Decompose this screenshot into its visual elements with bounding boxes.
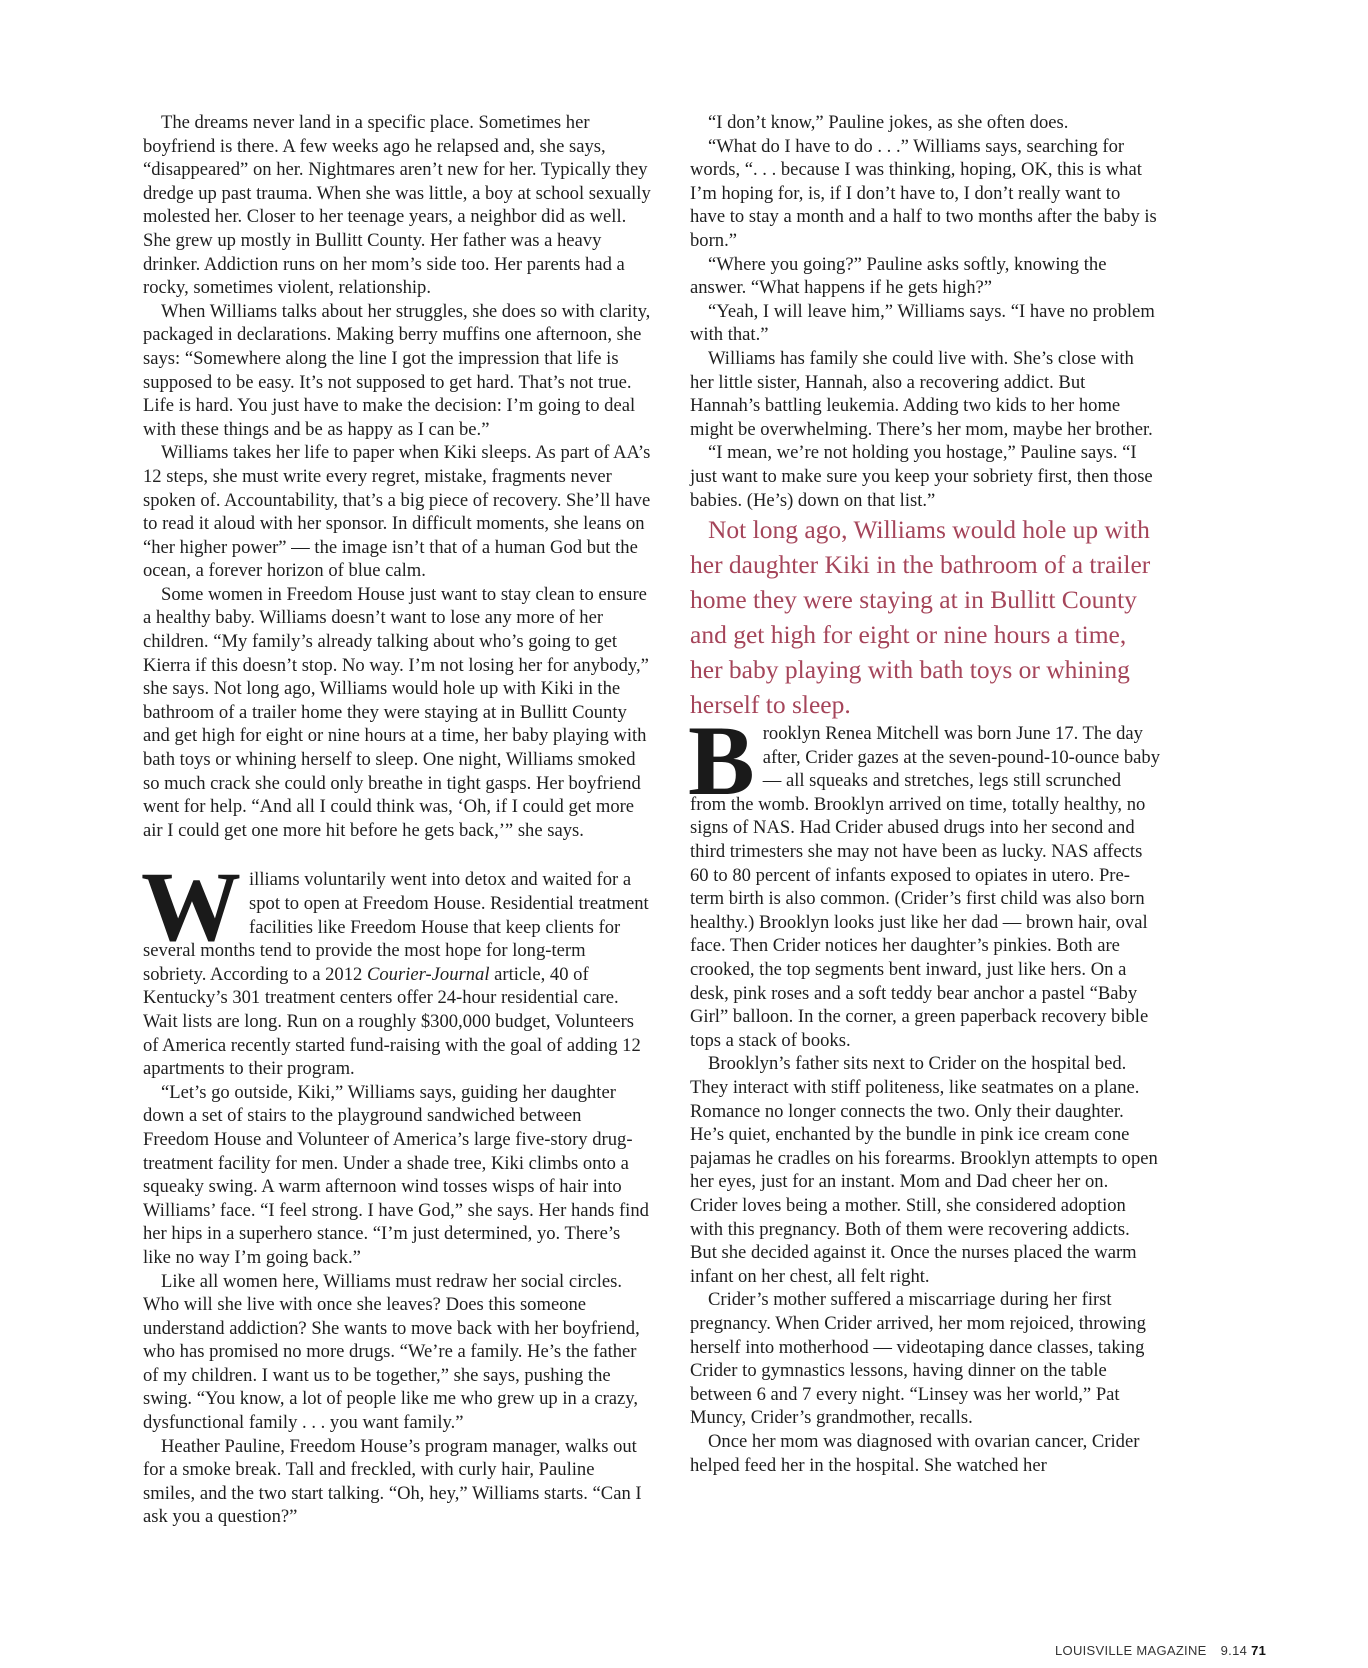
paragraph-text: illiams voluntarily went into detox and waited for a spot to open at Freedom House. Residential treatment facilities like Freedom House that keep clients for several months tend to provide the most hope for long-term sobriety. According to a 2012 bbox=[143, 869, 649, 985]
drop-cap: W bbox=[141, 851, 241, 963]
paragraph: The dreams never land in a specific place. Sometimes her boyfriend is there. A few weeks ago he relapsed and, she says, “disappeared” on her. Nightmares aren’t new for her. Typically they dredge up past trauma. When she was little, a boy at school sexually molested her. Closer to her teenage years, a neighbor did as well. She grew up mostly in Bullitt County. Her father was a heavy drinker. Addiction runs on her mom’s side too. Her parents had a rocky, sometimes violent, relationship. bbox=[143, 112, 651, 299]
issue-date: 9.14 bbox=[1220, 1643, 1248, 1658]
paragraph: “Where you going?” Pauline asks softly, knowing the answer. “What happens if he gets high?” bbox=[690, 253, 1107, 299]
paragraph: Williams takes her life to paper when Kiki sleeps. As part of AA’s 12 steps, she must write every regret, mistake, fragments never spoken of. Accountability, that’s a big piece of recovery. She’ll have to read it aloud with her sponsor. In difficult moments, she leans on “her higher power” — the image isn’t that of a human God but the ocean, a forever horizon of blue calm. bbox=[143, 442, 651, 582]
paragraph: “I mean, we’re not holding you hostage,” Pauline says. “I just want to make sure you keep your sobriety first, then those babies. (He’s) down on that list.” bbox=[690, 442, 1153, 511]
paragraph: When Williams talks about her struggles, she does so with clarity, packaged in declarations. Making berry muffins one afternoon, she says: “Somewhere along the line I got the impression that life is supposed to be easy. It’s not supposed to get hard. That’s not true. Life is hard. You just have to make the decision: I’m going to deal with these things and be as happy as I can be.” bbox=[143, 300, 651, 440]
paragraph: Once her mom was diagnosed with ovarian cancer, Crider helped feed her in the hospital. She watched her bbox=[690, 1430, 1140, 1476]
paragraph: “Let’s go outside, Kiki,” Williams says, guiding her daughter down a set of stairs to the playground sandwiched between Freedom House and Volunteer of America’s large five-story drug-treatment facility for men. Under a shade tree, Kiki climbs onto a squeaky swing. A warm afternoon wind tosses wisps of hair into Williams’ face. “I feel strong. I have God,” she says. Her hands find her hips in a superhero stance. “I’m just determined, yo. There’s like no way I’m going back.” bbox=[143, 1081, 649, 1268]
page-footer bbox=[1055, 1643, 1266, 1658]
page-number: 71 bbox=[1251, 1643, 1267, 1658]
paragraph: “What do I have to do . . .” Williams says, searching for words, “. . . because I was thinking, hoping, OK, this is what I’m hoping for, is, if I don’t have to, I don’t really want to have to stay a month and a half to two months after the baby is born.” bbox=[690, 135, 1157, 251]
publication-name: LOUISVILLE MAGAZINE bbox=[1055, 1643, 1207, 1658]
paragraph: “Yeah, I will leave him,” Williams says. “I have no problem with that.” bbox=[690, 300, 1155, 346]
paragraph: Williams has family she could live with. She’s close with her little sister, Hannah, also a recovering addict. But Hannah’s battling leukemia. Adding two kids to her home might be overwhelming. There’s her mom, maybe her brother. bbox=[690, 347, 1153, 440]
right-column bbox=[690, 111, 1160, 1477]
left-column bbox=[143, 111, 651, 1529]
paragraph: Brooklyn’s father sits next to Crider on the hospital bed. They interact with stiff politeness, like seatmates on a plane. Romance no longer connects the two. Only their daughter. He’s quiet, enchanted by the bundle in pink ice cream cone pajamas he cradles on his forearms. Brooklyn attempts to open her eyes, just for an instant. Mom and Dad cheer her on. Crider loves being a mother. Still, she considered adoption with this pregnancy. Both of them were recovering addicts. But she decided against it. Once the nurses placed the warm infant on her chest, all felt right. bbox=[690, 1053, 1158, 1287]
paragraph: Heather Pauline, Freedom House’s program manager, walks out for a smoke break. Tall and freckled, with curly hair, Pauline smiles, and the two start talking. “Oh, hey,” Williams starts. “Can I ask you a question?” bbox=[143, 1435, 642, 1528]
paragraph: Some women in Freedom House just want to stay clean to ensure a healthy baby. Williams doesn’t want to lose any more of her children. “My family’s already talking about who’s going to get Kierra if this doesn’t stop. No way. I’m not losing her for anybody,” she says. Not long ago, Williams would hole up with Kiki in the bathroom of a trailer home they were staying at in Bullitt County and get high for eight or nine hours at a time, her baby playing with bath toys or whining herself to sleep. One night, Williams smoked so much crack she could only breathe in tight gasps. Her boyfriend went for help. “And all I could think was, ‘Oh, if I could get more air I could get one more hit before he gets back,’” she says. bbox=[143, 583, 649, 841]
paragraph-text: article, 40 of Kentucky’s 301 treatment centers offer 24-hour residential care. Wait lists are long. Run on a roughly $300,000 budget, Volunteers of America recently started fund-raising with the goal of adding 12 apartments to their program. bbox=[143, 963, 641, 1080]
drop-cap: B bbox=[688, 705, 755, 817]
paragraph: “I don’t know,” Pauline jokes, as she often does. bbox=[708, 112, 1069, 133]
paragraph-text: rooklyn Renea Mitchell was born June 17. The day after, Crider gazes at the seven-pound-10-ounce baby — all squeaks and stretches, legs still scrunched from the womb. Brooklyn arrived on time, totally healthy, no signs of NAS. Had Crider abused drugs into her second and third trimesters she may not have been as lucky. NAS affects 60 to 80 percent of infants exposed to opiates in utero. Pre-term birth is also common. (Crider’s first child was also born healthy.) Brooklyn looks just like her dad — brown hair, oval face. Then Crider notices her daughter’s pinkies. Both are crooked, the top segments bent inward, just like hers. On a desk, pink roses and a soft teddy bear anchor a pastel “Baby Girl” balloon. In the corner, a green paperback recovery bible tops a stack of books. bbox=[690, 723, 1161, 1051]
pull-quote: Not long ago, Williams would hole up with her daughter Kiki in the bathroom of a trailer home they were staying at in Bullitt County and get high for eight or nine hours a time, her baby playing with bath toys or whining herself to sleep. bbox=[690, 515, 1151, 720]
dropcap-paragraph bbox=[688, 705, 1161, 1052]
dropcap-paragraph bbox=[141, 851, 651, 1080]
paragraph: Like all women here, Williams must redraw her social circles. Who will she live with once she leaves? Does this someone understand addiction? She wants to move back with her boyfriend, who has promised no more drugs. “We’re a family. He’s the father of my children. I want us to be together,” she says, pushing the swing. “You know, a lot of people like me who grew up in a crazy, dysfunctional family . . . you want family.” bbox=[143, 1270, 640, 1434]
paragraph: Crider’s mother suffered a miscarriage during her first pregnancy. When Crider arrived, her mom rejoiced, throwing herself into motherhood — videotaping dance classes, taking Crider to gymnastics lessons, having dinner on the table between 6 and 7 every night. “Linsey was her world,” Pat Muncy, Crider’s grandmother, recalls. bbox=[690, 1289, 1146, 1429]
publication-name: Courier-Journal bbox=[366, 963, 490, 985]
